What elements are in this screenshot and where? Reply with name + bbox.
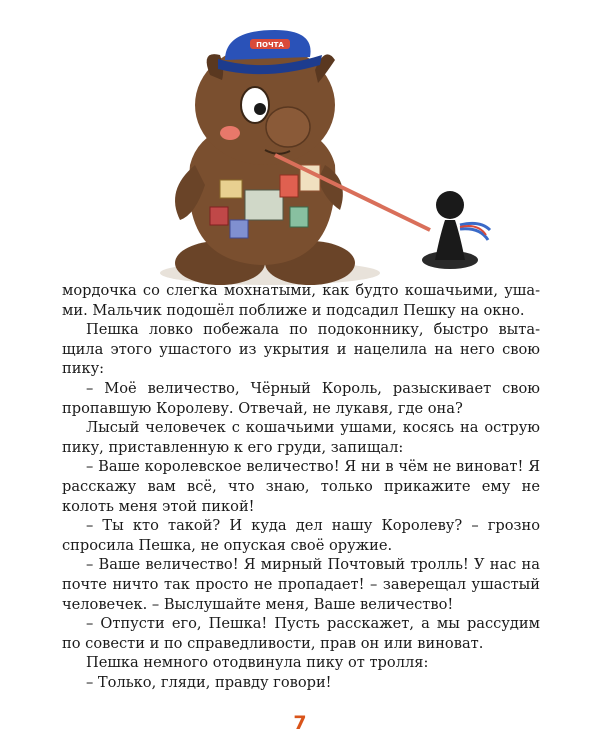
stamp [245, 190, 283, 220]
paragraph: – Ты кто такой? И куда дел нашу Королеву? – грозно спросила Пешка, не опуская своё оружие. [62, 517, 540, 554]
paragraph: – Моё величество, Чёрный Король, разыскивает свою пропавшую Королеву. Отвечай, не лукавя, где она? [62, 379, 540, 417]
paragraph: – Только, гляди, правду говори! [86, 673, 332, 691]
stamp [290, 207, 308, 227]
stamp [280, 175, 298, 197]
pawn-head [436, 191, 464, 219]
story-text [62, 281, 540, 692]
page-number: 7 [293, 712, 307, 734]
paragraph: – Ваше величество! Я мирный Почтовый тролль! У нас на почте ничто так просто не пропадает! – заверещал ушастый человечек. – Выслушайте меня, Ваше величество! [62, 556, 540, 613]
cheek [220, 126, 240, 140]
stamp [220, 180, 242, 198]
paragraph: – Отпусти его, Пешка! Пусть расскажет, а мы рассудим по совести и по справедливости, прав он или виноват. [62, 615, 540, 652]
stamp [230, 220, 248, 238]
paragraph: – Ваше королевское величество! Я ни в чём не виноват! Я расскажу вам всё, что знаю, только прикажите ему не колоть меня этой пикой! [62, 458, 540, 515]
nose [266, 107, 310, 147]
hat-label: ПОЧТА [256, 41, 284, 49]
paragraph: Пешка ловко побежала по подоконнику, быстро вытащила этого ушастого из укрытия и нацелила на него свою пику: [62, 321, 540, 378]
pupil [254, 103, 266, 115]
eye [241, 87, 269, 123]
paragraph: Лысый человечек с кошачьими ушами, косясь на острую пику, приставленную к его груди, запищал: [62, 419, 540, 456]
paragraph: Пешка немного отодвинула пику от тролля: [86, 654, 429, 672]
illustration [150, 15, 500, 290]
stamp [210, 207, 228, 225]
paragraph: мордочка со слегка мохнатыми, как будто кошачьими, ушами. Мальчик подошёл поближе и подсадил Пешку на окно. [62, 282, 540, 319]
